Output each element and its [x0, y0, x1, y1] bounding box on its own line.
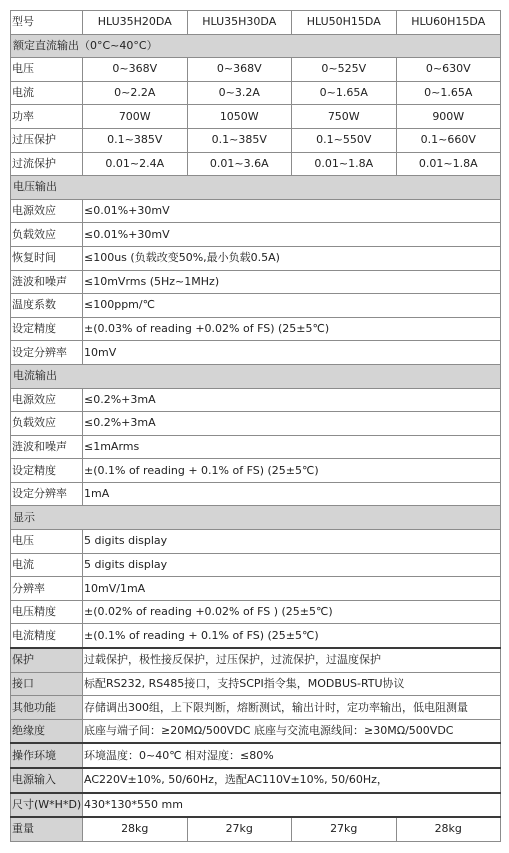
spec-value: 27kg — [292, 817, 397, 841]
spec-row — [11, 81, 501, 105]
spec-value: 0.1~385V — [83, 128, 188, 152]
spec-row — [11, 223, 501, 247]
spec-row — [11, 648, 501, 672]
spec-row — [11, 152, 501, 176]
spec-value: 底座与端子间：≥20MΩ/500VDC 底座与交流电源线间：≥30MΩ/500VDC — [83, 719, 501, 743]
spec-row — [11, 317, 501, 341]
spec-row — [11, 58, 501, 82]
spec-row — [11, 624, 501, 648]
spec-value: ≤0.2%+3mA — [83, 412, 501, 436]
spec-label: 电压 — [11, 530, 83, 554]
spec-value: ±(0.1% of reading + 0.1% of FS) (25±5℃) — [83, 624, 501, 648]
spec-value: 430*130*550 mm — [83, 793, 501, 818]
spec-label: 涟波和噪声 — [11, 270, 83, 294]
spec-row — [11, 482, 501, 506]
spec-table — [10, 10, 501, 842]
spec-label: 电流 — [11, 553, 83, 577]
spec-value: ≤1mArms — [83, 435, 501, 459]
spec-label: 负载效应 — [11, 412, 83, 436]
spec-label: 设定分辨率 — [11, 482, 83, 506]
spec-value: 5 digits display — [83, 553, 501, 577]
spec-row — [11, 459, 501, 483]
spec-value: 10mV — [83, 341, 501, 365]
spec-value: 0~3.2A — [187, 81, 292, 105]
header-model: HLU35H20DA — [83, 11, 188, 35]
spec-value: ±(0.1% of reading + 0.1% of FS) (25±5℃) — [83, 459, 501, 483]
spec-value: 0~525V — [292, 58, 397, 82]
spec-label: 分辨率 — [11, 577, 83, 601]
spec-label: 温度系数 — [11, 294, 83, 318]
header-label: 型号 — [11, 11, 83, 35]
spec-value: 750W — [292, 105, 397, 129]
section-row — [11, 506, 501, 530]
spec-label: 电压 — [11, 58, 83, 82]
spec-row — [11, 412, 501, 436]
spec-value: 环境温度：0~40℃ 相对湿度：≤80% — [83, 743, 501, 768]
spec-value: 过载保护，极性接反保护，过压保护，过流保护，过温度保护 — [83, 648, 501, 672]
spec-row — [11, 270, 501, 294]
spec-row — [11, 435, 501, 459]
header-model: HLU50H15DA — [292, 11, 397, 35]
spec-value: 28kg — [83, 817, 188, 841]
spec-row — [11, 105, 501, 129]
spec-value: 存储调出300组，上下限判断，熔断测试，输出计时，定功率输出，低电阻测量 — [83, 696, 501, 720]
spec-value: 0.01~1.8A — [396, 152, 501, 176]
spec-value: ≤100us (负载改变50%,最小负载0.5A) — [83, 246, 501, 270]
spec-row — [11, 128, 501, 152]
spec-label: 电源输入 — [11, 768, 83, 793]
spec-row — [11, 600, 501, 624]
spec-label: 重量 — [11, 817, 83, 841]
section-heading: 电流输出 — [11, 364, 501, 388]
spec-value: 0.01~1.8A — [292, 152, 397, 176]
spec-value: 标配RS232, RS485接口，支持SCPI指令集，MODBUS-RTU协议 — [83, 672, 501, 696]
spec-value: 1050W — [187, 105, 292, 129]
spec-label: 操作环境 — [11, 743, 83, 768]
spec-row — [11, 577, 501, 601]
spec-label: 电源效应 — [11, 388, 83, 412]
spec-value: 1mA — [83, 482, 501, 506]
spec-label: 设定分辨率 — [11, 341, 83, 365]
spec-row — [11, 672, 501, 696]
spec-value: 0~1.65A — [292, 81, 397, 105]
spec-value: 700W — [83, 105, 188, 129]
spec-value: ≤0.2%+3mA — [83, 388, 501, 412]
spec-value: 0.1~550V — [292, 128, 397, 152]
header-row — [11, 11, 501, 35]
spec-label: 设定精度 — [11, 459, 83, 483]
spec-label: 涟波和噪声 — [11, 435, 83, 459]
spec-row — [11, 294, 501, 318]
spec-row — [11, 388, 501, 412]
spec-value: ≤100ppm/℃ — [83, 294, 501, 318]
spec-label: 电流 — [11, 81, 83, 105]
section-row — [11, 176, 501, 200]
spec-row — [11, 246, 501, 270]
spec-label: 设定精度 — [11, 317, 83, 341]
section-heading: 额定直流输出（0°C~40°C） — [11, 34, 501, 58]
spec-row — [11, 696, 501, 720]
header-model: HLU60H15DA — [396, 11, 501, 35]
spec-row — [11, 341, 501, 365]
spec-label: 尺寸(W*H*D) — [11, 793, 83, 818]
spec-value: 0.1~385V — [187, 128, 292, 152]
spec-value: 0.1~660V — [396, 128, 501, 152]
spec-value: 900W — [396, 105, 501, 129]
header-model: HLU35H30DA — [187, 11, 292, 35]
spec-value: ≤0.01%+30mV — [83, 223, 501, 247]
section-heading: 显示 — [11, 506, 501, 530]
spec-label: 电压精度 — [11, 600, 83, 624]
spec-row — [11, 530, 501, 554]
spec-value: 0.01~2.4A — [83, 152, 188, 176]
spec-value: ±(0.03% of reading +0.02% of FS) (25±5℃) — [83, 317, 501, 341]
spec-row — [11, 817, 501, 841]
spec-value: 0.01~3.6A — [187, 152, 292, 176]
spec-value: 0~2.2A — [83, 81, 188, 105]
spec-value: ≤0.01%+30mV — [83, 199, 501, 223]
spec-value: 27kg — [187, 817, 292, 841]
section-heading: 电压输出 — [11, 176, 501, 200]
spec-label: 电源效应 — [11, 199, 83, 223]
spec-label: 接口 — [11, 672, 83, 696]
spec-label: 保护 — [11, 648, 83, 672]
spec-value: 5 digits display — [83, 530, 501, 554]
spec-value: AC220V±10%, 50/60Hz，选配AC110V±10%, 50/60Hz， — [83, 768, 501, 793]
spec-label: 电流精度 — [11, 624, 83, 648]
spec-label: 绝缘度 — [11, 719, 83, 743]
spec-value: 0~368V — [187, 58, 292, 82]
spec-row — [11, 743, 501, 768]
spec-row — [11, 719, 501, 743]
spec-row — [11, 199, 501, 223]
section-row — [11, 34, 501, 58]
spec-value: ≤10mVrms (5Hz~1MHz) — [83, 270, 501, 294]
spec-value: 28kg — [396, 817, 501, 841]
spec-value: 0~630V — [396, 58, 501, 82]
spec-label: 功率 — [11, 105, 83, 129]
spec-label: 过流保护 — [11, 152, 83, 176]
spec-value: 10mV/1mA — [83, 577, 501, 601]
spec-row — [11, 793, 501, 818]
spec-label: 负载效应 — [11, 223, 83, 247]
spec-table-body — [11, 11, 501, 842]
spec-value: 0~368V — [83, 58, 188, 82]
spec-row — [11, 768, 501, 793]
spec-label: 其他功能 — [11, 696, 83, 720]
spec-row — [11, 553, 501, 577]
spec-label: 恢复时间 — [11, 246, 83, 270]
section-row — [11, 364, 501, 388]
spec-label: 过压保护 — [11, 128, 83, 152]
spec-value: ±(0.02% of reading +0.02% of FS ) (25±5℃) — [83, 600, 501, 624]
spec-value: 0~1.65A — [396, 81, 501, 105]
